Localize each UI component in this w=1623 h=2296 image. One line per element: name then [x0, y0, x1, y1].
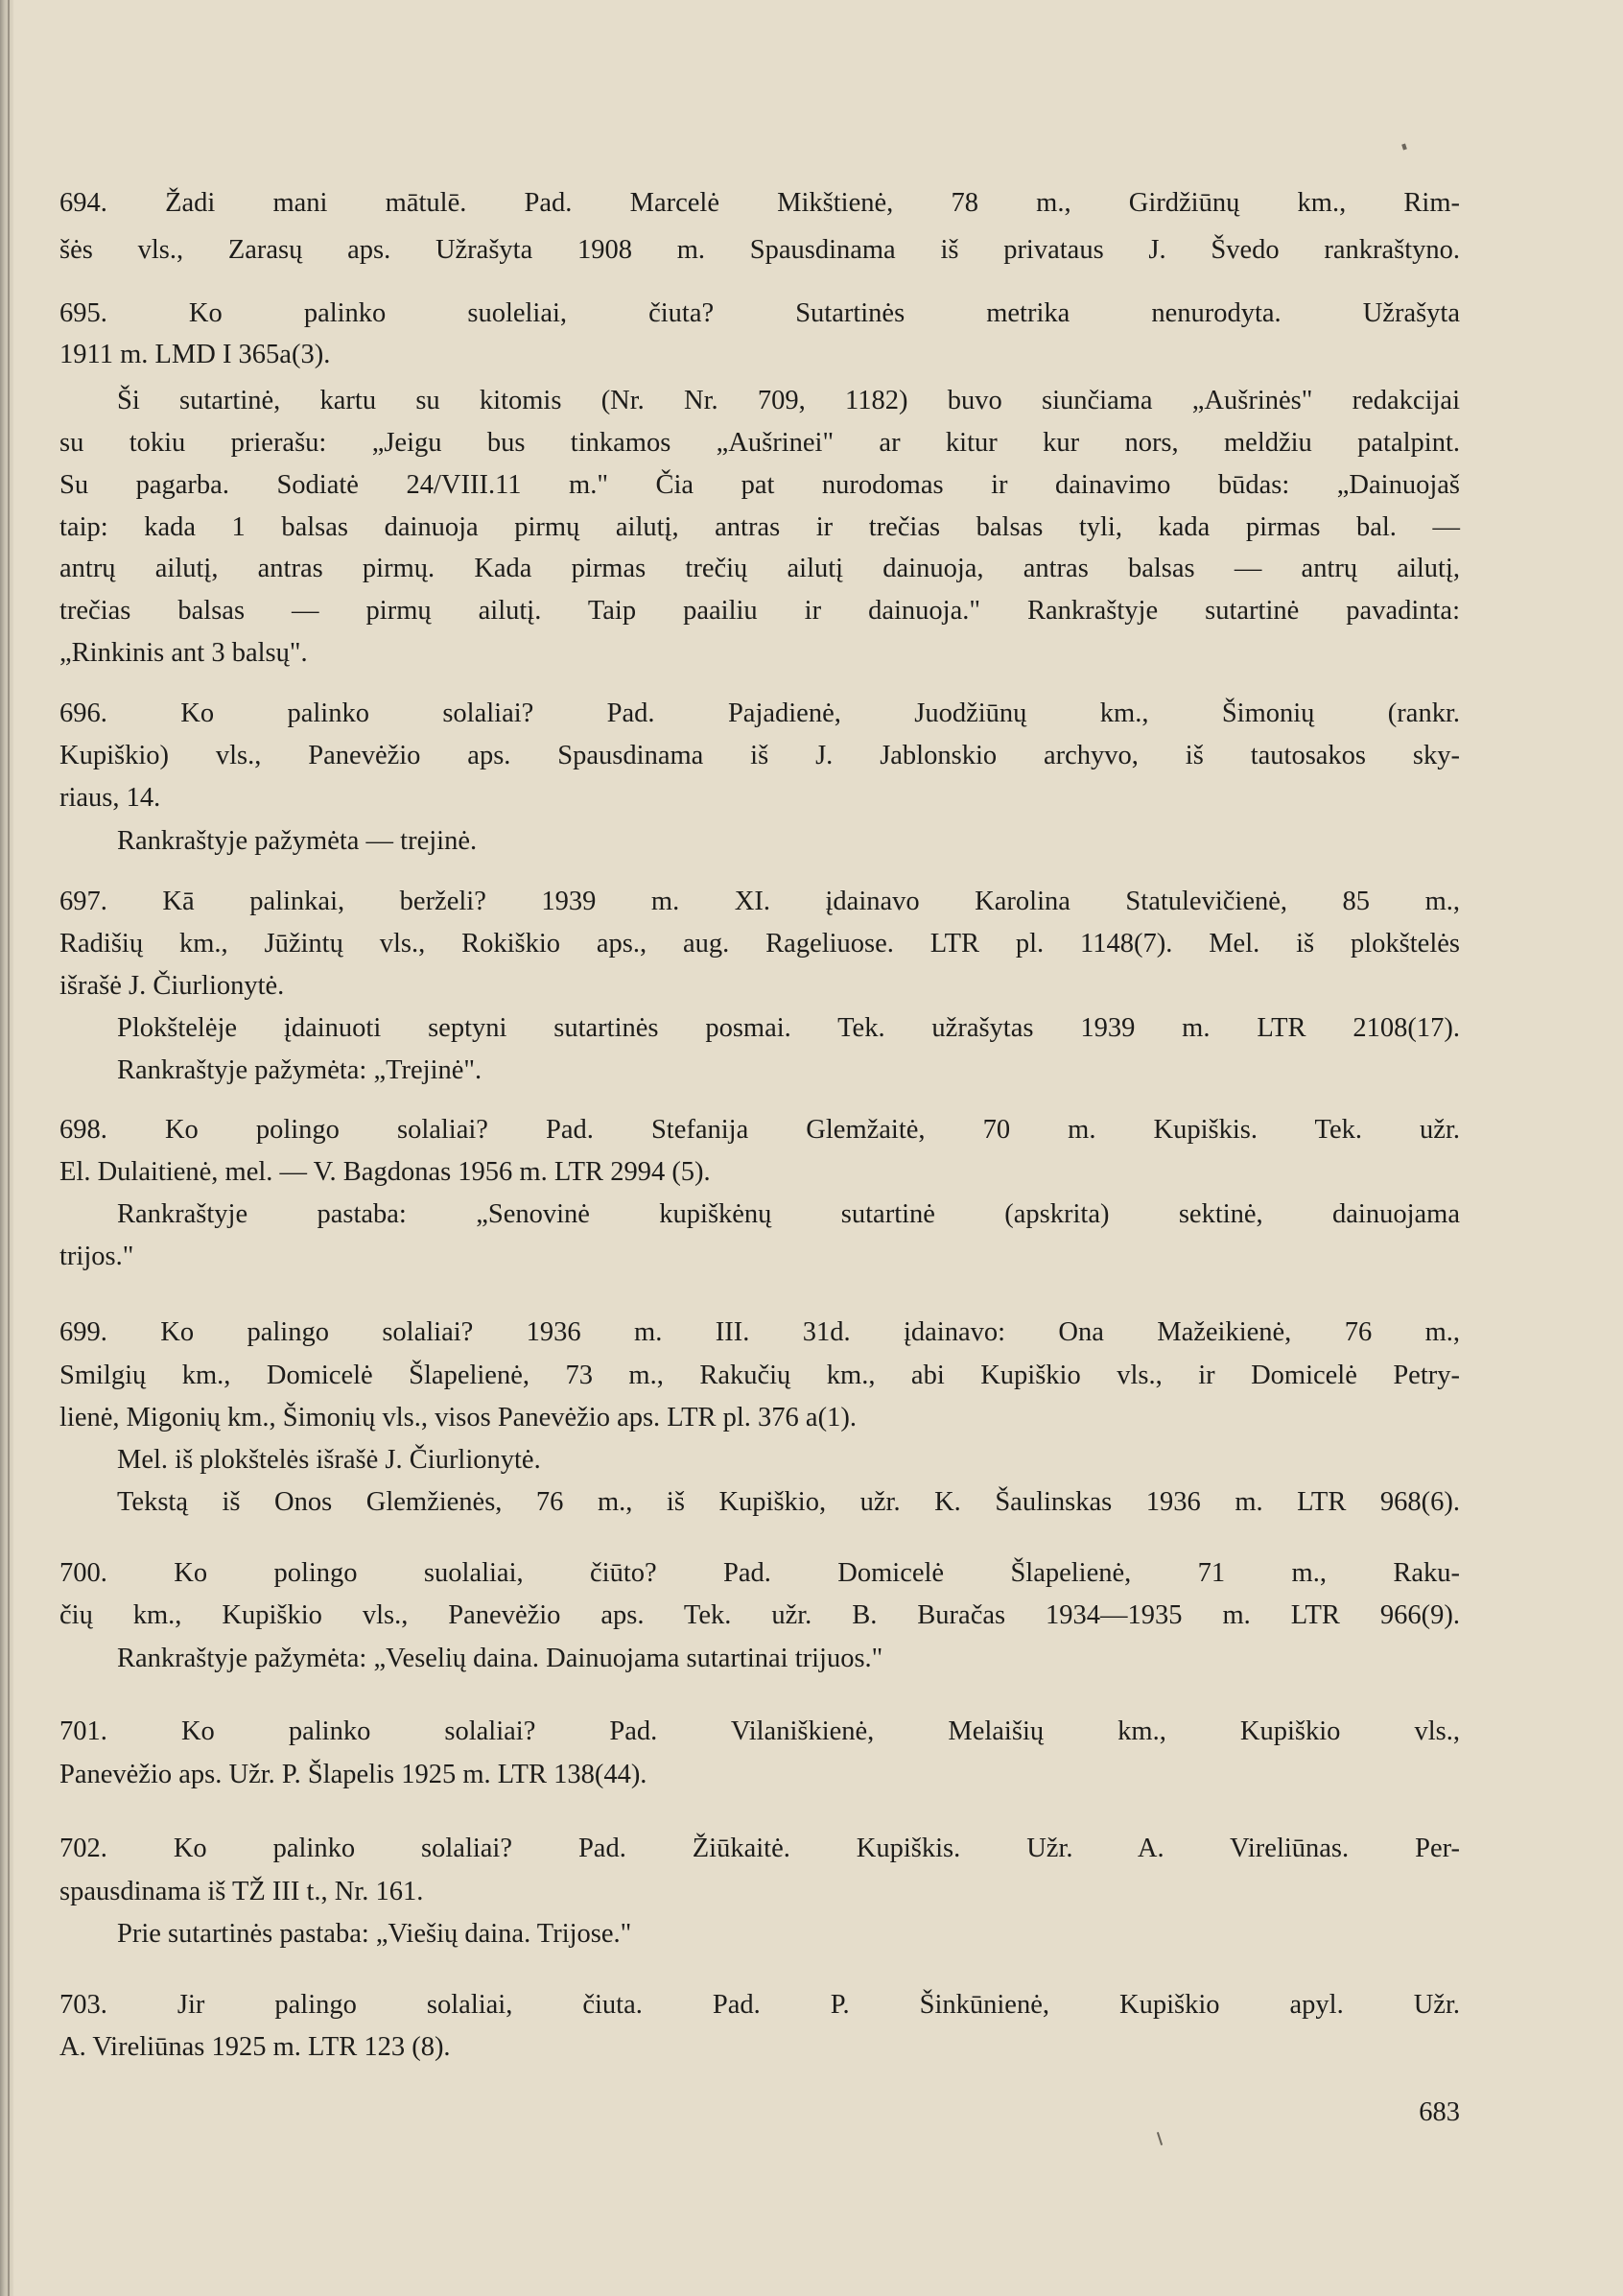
entry-698-line-1: 698. Ko polingo solaliai? Pad. Stefanija Glemžaitė, 70 m. Kupiškis. Tek. užr. [59, 1115, 1460, 1145]
page-number: 683 [1419, 2097, 1460, 2127]
entry-698-line-2: El. Dulaitienė, mel. — V. Bagdonas 1956 m. LTR 2994 (5). [59, 1157, 711, 1187]
entry-694-line-1: 694. Žadi mani mātulē. Pad. Marcelė Mikštienė, 78 m., Girdžiūnų km., Rim- [59, 188, 1460, 218]
entry-696-line-3: riaus, 14. [59, 783, 161, 813]
entry-702-line-2: spausdinama iš TŽ III t., Nr. 161. [59, 1877, 424, 1906]
entry-701-line-2: Panevėžio aps. Užr. P. Šlapelis 1925 m. LTR 138(44). [59, 1760, 647, 1789]
note-695-line-5: antrų ailutį, antras pirmų. Kada pirmas trečių ailutį dainuoja, antras balsas — antrų ailutį, [59, 554, 1460, 583]
entry-699-line-3: lienė, Migonių km., Šimonių vls., visos Panevėžio aps. LTR pl. 376 a(1). [59, 1403, 857, 1432]
entry-695-line-2: 1911 m. LMD I 365a(3). [59, 340, 331, 369]
entry-697-line-4: Plokštelėje įdainuoti septyni sutartinės posmai. Tek. užrašytas 1939 m. LTR 2108(17). [117, 1013, 1460, 1043]
entry-703-line-2: A. Vireliūnas 1925 m. LTR 123 (8). [59, 2032, 451, 2062]
entry-699-line-2: Smilgių km., Domicelė Šlapelienė, 73 m., Rakučių km., abi Kupiškio vls., ir Domicelė Petry- [59, 1361, 1460, 1390]
entry-697-line-2: Radišių km., Jūžintų vls., Rokiškio aps., aug. Rageliuose. LTR pl. 1148(7). Mel. iš plokštelės [59, 929, 1460, 959]
note-695-line-1: Ši sutartinė, kartu su kitomis (Nr. Nr. 709, 1182) buvo siunčiama „Aušrinės" redakcijai [117, 386, 1460, 415]
entry-701-line-1: 701. Ko palinko solaliai? Pad. Vilaniškienė, Melaišių km., Kupiškio vls., [59, 1716, 1460, 1746]
entry-698-line-3: Rankraštyje pastaba: „Senovinė kupiškėnų sutartinė (apskrita) sektinė, dainuojama [117, 1199, 1460, 1229]
note-695-line-3: Su pagarba. Sodiatė 24/VIII.11 m." Čia pat nurodomas ir dainavimo būdas: „Dainuojaš [59, 470, 1460, 500]
entry-699-line-4: Mel. iš plokštelės išrašė J. Čiurlionytė. [117, 1445, 541, 1475]
entry-702-line-1: 702. Ko palinko solaliai? Pad. Žiūkaitė. Kupiškis. Užr. A. Vireliūnas. Per- [59, 1834, 1460, 1863]
entry-700-line-3: Rankraštyje pažymėta: „Veselių daina. Dainuojama sutartinai trijuos." [117, 1644, 883, 1673]
note-695-line-4: taip: kada 1 balsas dainuoja pirmų ailutį, antras ir trečias balsas tyli, kada pirmas bal. — [59, 512, 1460, 542]
entry-696-line-4: Rankraštyje pažymėta — trejinė. [117, 826, 478, 856]
entry-694-line-2: šės vls., Zarasų aps. Užrašyta 1908 m. Spausdinama iš privataus J. Švedo rankraštyno. [59, 235, 1460, 265]
entry-695-line-1: 695. Ko palinko suoleliai, čiuta? Sutartinės metrika nenurodyta. Užrašyta [59, 298, 1460, 328]
entry-697-line-1: 697. Kā palinkai, berželi? 1939 m. XI. įdainavo Karolina Statulevičienė, 85 m., [59, 887, 1460, 916]
entry-698-line-4: trijos." [59, 1242, 134, 1271]
entry-700-line-1: 700. Ko polingo suolaliai, čiūto? Pad. Domicelė Šlapelienė, 71 m., Raku- [59, 1558, 1460, 1588]
entry-697-line-3: išrašė J. Čiurlionytė. [59, 971, 285, 1001]
note-695-line-2: su tokiu prierašu: „Jeigu bus tinkamos „Aušrinei" ar kitur kur nors, meldžiu patalpint. [59, 428, 1460, 458]
note-695-line-6: trečias balsas — pirmų ailutį. Taip paailiu ir dainuoja." Rankraštyje sutartinė pavadinta: [59, 596, 1460, 626]
entry-699-line-5: Tekstą iš Onos Glemžienės, 76 m., iš Kupiškio, užr. K. Šaulinskas 1936 m. LTR 968(6). [117, 1487, 1460, 1517]
entry-697-line-5: Rankraštyje pažymėta: „Trejinė". [117, 1055, 482, 1085]
entry-696-line-2: Kupiškio) vls., Panevėžio aps. Spausdinama iš J. Jablonskio archyvo, iš tautosakos sky- [59, 741, 1460, 770]
entry-700-line-2: čių km., Kupiškio vls., Panevėžio aps. Tek. užr. B. Buračas 1934—1935 m. LTR 966(9). [59, 1600, 1460, 1630]
entry-702-line-3: Prie sutartinės pastaba: „Viešių daina. Trijose." [117, 1919, 632, 1949]
note-695-line-7: „Rinkinis ant 3 balsų". [59, 638, 308, 668]
entry-696-line-1: 696. Ko palinko solaliai? Pad. Pajadienė, Juodžiūnų km., Šimonių (rankr. [59, 698, 1460, 728]
entry-703-line-1: 703. Jir palingo solaliai, čiuta. Pad. P. Šinkūnienė, Kupiškio apyl. Užr. [59, 1990, 1460, 2020]
entry-699-line-1: 699. Ko palingo solaliai? 1936 m. III. 31d. įdainavo: Ona Mažeikienė, 76 m., [59, 1317, 1460, 1347]
